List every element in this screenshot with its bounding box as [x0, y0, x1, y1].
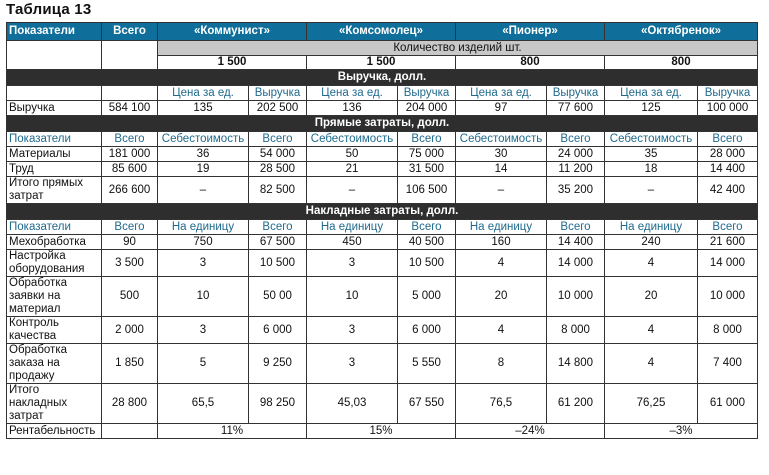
sub-label: На единицу [158, 220, 249, 235]
cell: 202 500 [249, 101, 307, 116]
table-row [7, 177, 758, 204]
cell: 45,03 [307, 384, 398, 424]
cell: 42 400 [698, 177, 758, 204]
quantity-value: 1 500 [158, 56, 307, 70]
sub-label: На единицу [605, 220, 698, 235]
profitability-row [7, 424, 758, 439]
cell: 4 [605, 317, 698, 344]
row-label: Мехобработка [7, 235, 102, 250]
cell: 450 [307, 235, 398, 250]
cell: 31 500 [398, 162, 456, 177]
cell: 75 000 [398, 147, 456, 162]
cell: 40 500 [398, 235, 456, 250]
quantity-value: 800 [456, 56, 605, 70]
cell: 28 500 [249, 162, 307, 177]
cell: 20 [605, 277, 698, 317]
header-row [7, 23, 758, 41]
cell: 20 [456, 277, 547, 317]
cell: 3 [307, 344, 398, 384]
direct-heading-row [7, 116, 758, 132]
sub-label: Выручка [249, 86, 307, 101]
cell: 240 [605, 235, 698, 250]
cell: – [605, 177, 698, 204]
sub-label: Всего [698, 132, 758, 147]
cell: 10 500 [398, 250, 456, 277]
quantity-label: Количество изделий шт. [158, 41, 758, 56]
cell: 3 [158, 317, 249, 344]
direct-subheader-row [7, 132, 758, 147]
cell: 36 [158, 147, 249, 162]
cell: – [456, 177, 547, 204]
profitability-value: 15% [307, 424, 456, 439]
sub-label: Всего [398, 132, 456, 147]
row-total: 584 100 [102, 101, 158, 116]
header-company: «Коммунист» [158, 23, 307, 41]
row-total: 2 000 [102, 317, 158, 344]
cell: 19 [158, 162, 249, 177]
sub-label: Цена за ед. [605, 86, 698, 101]
cell: 6 000 [398, 317, 456, 344]
sub-label: Цена за ед. [307, 86, 398, 101]
section-heading-revenue: Выручка, долл. [7, 70, 758, 86]
sub-label: Всего [547, 220, 605, 235]
cell: 14 800 [547, 344, 605, 384]
financial-table [6, 22, 758, 439]
table-row [7, 317, 758, 344]
row-label: Материалы [7, 147, 102, 162]
cell: 8 000 [547, 317, 605, 344]
row-total: 181 000 [102, 147, 158, 162]
row-label: Обработка заявки на материал [7, 277, 102, 317]
header-company: «Октябренок» [605, 23, 758, 41]
profitability-value: –24% [456, 424, 605, 439]
header-company: «Пионер» [456, 23, 605, 41]
sub-label: Всего [398, 220, 456, 235]
sub-label: Всего [249, 220, 307, 235]
cell: 10 [158, 277, 249, 317]
cell: 14 400 [698, 162, 758, 177]
cell: 76,25 [605, 384, 698, 424]
cell: 10 500 [249, 250, 307, 277]
cell: 14 000 [698, 250, 758, 277]
row-label: Выручка [7, 101, 102, 116]
row-label: Настройка оборудования [7, 250, 102, 277]
cell: 21 [307, 162, 398, 177]
cell: 4 [605, 250, 698, 277]
cell: 3 [158, 250, 249, 277]
cell: 10 [307, 277, 398, 317]
cell: 7 400 [698, 344, 758, 384]
table-row [7, 101, 758, 116]
row-total: 1 850 [102, 344, 158, 384]
cell: 6 000 [249, 317, 307, 344]
row-label: Труд [7, 162, 102, 177]
row-total: 500 [102, 277, 158, 317]
sub-label: Себестоимость [605, 132, 698, 147]
profitability-value: 11% [158, 424, 307, 439]
cell: 750 [158, 235, 249, 250]
cell: 65,5 [158, 384, 249, 424]
row-total: 85 600 [102, 162, 158, 177]
cell: 5 [158, 344, 249, 384]
cell: 11 200 [547, 162, 605, 177]
row-total: 90 [102, 235, 158, 250]
cell: – [307, 177, 398, 204]
cell: 24 000 [547, 147, 605, 162]
cell: 35 200 [547, 177, 605, 204]
cell: 97 [456, 101, 547, 116]
cell: 106 500 [398, 177, 456, 204]
sub-label: Всего [102, 220, 158, 235]
cell: 4 [456, 250, 547, 277]
row-label: Итого прямых затрат [7, 177, 102, 204]
cell: 125 [605, 101, 698, 116]
cell: 77 600 [547, 101, 605, 116]
row-label: Контроль качества [7, 317, 102, 344]
cell: 10 000 [547, 277, 605, 317]
cell: 4 [605, 344, 698, 384]
cell: 18 [605, 162, 698, 177]
header-indicators: Показатели [7, 23, 102, 41]
cell: 8 [456, 344, 547, 384]
cell: 67 500 [249, 235, 307, 250]
sub-label: Цена за ед. [456, 86, 547, 101]
sub-label: Цена за ед. [158, 86, 249, 101]
row-total: 3 500 [102, 250, 158, 277]
cell: 61 200 [547, 384, 605, 424]
overhead-subheader-row [7, 220, 758, 235]
cell: 135 [158, 101, 249, 116]
sub-label: Себестоимость [307, 132, 398, 147]
table-row [7, 250, 758, 277]
cell: 67 550 [398, 384, 456, 424]
sub-label: Показатели [7, 220, 102, 235]
cell: 98 250 [249, 384, 307, 424]
cell: 82 500 [249, 177, 307, 204]
sub-label: Всего [547, 132, 605, 147]
cell: 14 000 [547, 250, 605, 277]
cell: 76,5 [456, 384, 547, 424]
quantity-label-row [7, 41, 758, 56]
cell: 4 [456, 317, 547, 344]
sub-label: Себестоимость [158, 132, 249, 147]
profitability-value: –3% [605, 424, 758, 439]
cell: 50 [307, 147, 398, 162]
table-row [7, 277, 758, 317]
row-label: Обработка заказа на продажу [7, 344, 102, 384]
sub-label: Выручка [547, 86, 605, 101]
sub-label: На единицу [456, 220, 547, 235]
sub-label: Выручка [698, 86, 758, 101]
cell: 54 000 [249, 147, 307, 162]
cell: 3 [307, 250, 398, 277]
cell: 5 000 [398, 277, 456, 317]
cell: 14 [456, 162, 547, 177]
cell: 50 00 [249, 277, 307, 317]
cell: 5 550 [398, 344, 456, 384]
header-total: Всего [102, 23, 158, 41]
cell: 21 600 [698, 235, 758, 250]
table-title: Таблица 13 [6, 1, 92, 18]
row-total: 266 600 [102, 177, 158, 204]
row-label: Итого накладных затрат [7, 384, 102, 424]
table-row [7, 384, 758, 424]
sub-label: Всего [102, 132, 158, 147]
revenue-heading-row [7, 70, 758, 86]
cell: 10 000 [698, 277, 758, 317]
table-row [7, 235, 758, 250]
cell: 160 [456, 235, 547, 250]
table-row [7, 162, 758, 177]
sub-label: Себестоимость [456, 132, 547, 147]
sub-label: Всего [249, 132, 307, 147]
section-heading-direct: Прямые затраты, долл. [7, 116, 758, 132]
table-row [7, 344, 758, 384]
sub-label: Выручка [398, 86, 456, 101]
row-label: Рентабельность [7, 424, 102, 439]
section-heading-overhead: Накладные затраты, долл. [7, 204, 758, 220]
revenue-subheader-row [7, 86, 758, 101]
table-row [7, 147, 758, 162]
cell: 8 000 [698, 317, 758, 344]
overhead-heading-row [7, 204, 758, 220]
cell: – [158, 177, 249, 204]
sub-label: Показатели [7, 132, 102, 147]
cell: 204 000 [398, 101, 456, 116]
cell: 61 000 [698, 384, 758, 424]
cell: 35 [605, 147, 698, 162]
cell: 28 000 [698, 147, 758, 162]
sub-label: На единицу [307, 220, 398, 235]
quantity-value: 1 500 [307, 56, 456, 70]
cell: 30 [456, 147, 547, 162]
cell: 136 [307, 101, 398, 116]
row-total: 28 800 [102, 384, 158, 424]
cell: 14 400 [547, 235, 605, 250]
quantity-value: 800 [605, 56, 758, 70]
cell: 3 [307, 317, 398, 344]
cell: 100 000 [698, 101, 758, 116]
cell: 9 250 [249, 344, 307, 384]
sub-label: Всего [698, 220, 758, 235]
header-company: «Комсомолец» [307, 23, 456, 41]
